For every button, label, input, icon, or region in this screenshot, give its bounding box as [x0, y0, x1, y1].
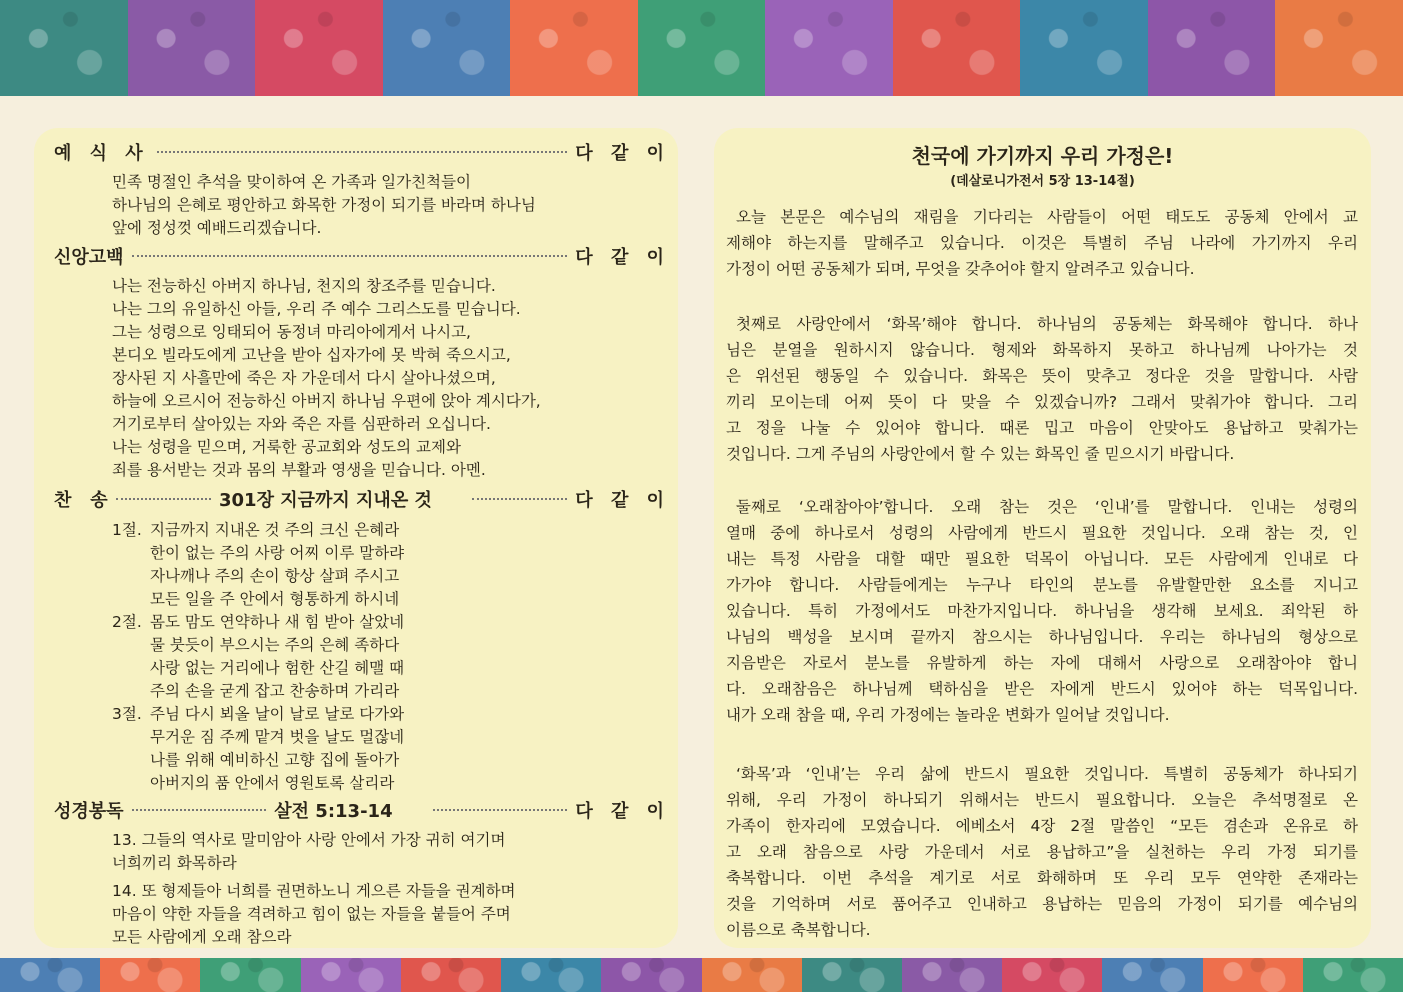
lyric-line: 지금까지 지내온 것 주의 크신 은혜라: [150, 521, 400, 539]
text-line: 마음이 약한 자들을 격려하고 힘이 없는 자들을 붙들어 주며: [112, 905, 511, 923]
text-line: ‘화목’과 ‘인내’는 우리 삶에 반드시 필요한 것입니다. 특별히 공동체가 하나되기: [736, 765, 1358, 783]
text-line: 민족 명절인 추석을 맞이하여 온 가족과 일가친척들이: [112, 173, 471, 191]
band-color-block: [255, 0, 383, 96]
text-line: 제해야 하는지를 말해주고 있습니다. 이것은 특별히 주님 나라에 가기까지 우리: [726, 234, 1358, 252]
text-line: 가가야 합니다. 사람들에게는 누구나 타인의 분노를 유발할만한 요소를 지니고: [726, 576, 1358, 594]
opening-text: [112, 171, 536, 240]
band-color-block: [501, 958, 601, 992]
text-line: 본디오 빌라도에게 고난을 받아 십자가에 못 박혀 죽으시고,: [112, 346, 511, 364]
band-color-block: [902, 958, 1002, 992]
band-color-block: [200, 958, 300, 992]
verse-number: 3절.: [112, 705, 142, 723]
text-line: 내가 오래 참을 때, 우리 가정에는 놀라운 변화가 일어날 것입니다.: [726, 706, 1170, 724]
band-color-block: [510, 0, 638, 96]
reading-reference: 살전 5:13-14: [274, 801, 393, 822]
text-line: 둘째로 ‘오래참아야’합니다. 오래 참는 것은 ‘인내’를 말합니다. 인내는 성령의: [736, 498, 1358, 516]
band-color-block: [1148, 0, 1276, 96]
verse-number: 1절.: [112, 521, 142, 539]
band-color-block: [893, 0, 1021, 96]
reading-verse-13: [112, 829, 505, 875]
band-color-block: [1275, 0, 1403, 96]
band-color-block: [1303, 958, 1403, 992]
band-color-block: [383, 0, 511, 96]
text-line: 것입니다. 그게 주님의 사랑안에서 할 수 있는 화목인 줄 믿으시기 바랍니다.: [726, 445, 1235, 463]
lyric-line: 아버지의 품 안에서 영원토록 살리라: [150, 774, 395, 792]
lyric-line: 물 붓듯이 부으시는 주의 은혜 족하다: [150, 636, 400, 654]
band-color-block: [1203, 958, 1303, 992]
section-label: 찬 송: [54, 490, 108, 511]
sermon-paragraph-2: [726, 311, 1358, 467]
hymn-lyrics: [112, 519, 404, 795]
verse-number: 2절.: [112, 613, 142, 631]
participant-label: 다 같 이: [575, 247, 670, 268]
text-line: 14. 또 형제들아 너희를 권면하노니 게으른 자들을 권계하며: [112, 882, 516, 900]
lyric-line: 나를 위해 예비하신 고향 집에 돌아가: [150, 751, 400, 769]
text-line: 다. 오래참음은 하나님께 택하심을 받은 자에게 반드시 있어야 하는 덕목입니다.: [726, 680, 1358, 698]
reading-verse-14: [112, 880, 516, 949]
lyric-line: 주의 손을 굳게 잡고 찬송하며 가리라: [150, 682, 400, 700]
band-color-block: [702, 958, 802, 992]
sermon-paragraph-4: [726, 761, 1358, 943]
text-line: 나님의 백성을 보시며 끝까지 참으시는 하나님입니다. 우리는 하나님의 형상으로: [726, 628, 1358, 646]
section-reading-header: [54, 797, 670, 823]
section-label: 신앙고백: [54, 247, 124, 268]
text-line: 지음받은 자로서 분노를 유발하게 하는 자에 대해서 사랑으로 오래참아야 합니: [726, 654, 1358, 672]
text-line: 그는 성령으로 잉태되어 동정녀 마리아에게서 나시고,: [112, 323, 471, 341]
text-line: 첫째로 사랑안에서 ‘화목’해야 합니다. 하나님의 공동체는 화목해야 합니다. 하나: [736, 315, 1358, 333]
text-line: 죄를 용서받는 것과 몸의 부활과 영생을 믿습니다. 아멘.: [112, 461, 486, 479]
text-line: 위해, 우리 가정이 하나되기 위해서는 반드시 필요합니다. 오늘은 추석명절로 온: [726, 791, 1358, 809]
section-hymn-header: [54, 486, 670, 512]
text-line: 고 오래 참음으로 사랑 가운데서 서로 용납하고”을 실천하는 우리 가정 되기를: [726, 843, 1358, 861]
band-color-block: [1020, 0, 1148, 96]
sermon-paragraph-3: [726, 494, 1358, 728]
section-opening-header: [54, 139, 670, 165]
participant-label: 다 같 이: [575, 801, 671, 822]
text-line: 열매 중에 하나로서 성령의 사람에게 반드시 필요한 것입니다. 오래 참는 것, 인: [726, 524, 1358, 542]
text-line: 13. 그들의 역사로 말미암아 사랑 안에서 가장 귀히 여기며: [112, 831, 506, 849]
text-line: 하늘에 오르시어 전능하신 아버지 하나님 우편에 앉아 계시다가,: [112, 392, 541, 410]
section-label: 성경봉독: [54, 801, 124, 822]
hymn-title: 301장 지금까지 지내온 것: [219, 490, 432, 511]
text-line: 가족이 한자리에 모였습니다. 에베소서 4장 2절 말씀인 “모든 겸손과 온유로 하: [726, 817, 1358, 835]
text-line: 하나님의 은혜로 평안하고 화목한 가정이 되기를 바라며 하나님: [112, 196, 536, 214]
text-line: 거기로부터 살아있는 자와 죽은 자를 심판하러 오십니다.: [112, 415, 491, 433]
text-line: 나는 성령을 믿으며, 거룩한 공교회와 성도의 교제와: [112, 438, 461, 456]
creed-text: [112, 275, 541, 482]
text-line: 가정이 어떤 공동체가 되며, 무엇을 갖추어야 할지 알려주고 있습니다.: [726, 260, 1195, 278]
band-color-block: [638, 0, 766, 96]
text-line: 모든 사람에게 오래 참으라: [112, 928, 292, 946]
text-line: 은 위선된 행동일 수 있습니다. 화목은 뜻이 맞추고 정다운 것을 말합니다. 사람: [726, 367, 1358, 385]
text-line: 내는 특정 사람을 대할 때만 필요한 덕목이 아닙니다. 모든 사람에게 인내로 다: [726, 550, 1358, 568]
leader-dots: [472, 498, 567, 500]
band-color-block: [765, 0, 893, 96]
leader-dots: [116, 498, 211, 500]
decorative-bottom-band: [0, 958, 1403, 992]
lyric-line: 모든 일을 주 안에서 형통하게 하시네: [150, 590, 400, 608]
text-line: 너희끼리 화목하라: [112, 854, 237, 872]
lyric-line: 몸도 맘도 연약하나 새 힘 받아 살았네: [150, 613, 405, 631]
sermon-title: 천국에 가기까지 우리 가정은!: [911, 144, 1174, 168]
band-color-block: [802, 958, 902, 992]
participant-label: 다 같 이: [575, 490, 670, 511]
text-line: 끼리 모이는데 어찌 뜻이 다 맞을 수 있겠습니까? 그래서 맞춰가야 합니다. 그리: [726, 393, 1358, 411]
text-line: 축복합니다. 이번 추석을 계기로 서로 화해하며 또 우리 모두 연약한 존재라는: [726, 869, 1358, 887]
text-line: 있습니다. 특히 가정에서도 마찬가지입니다. 하나님을 생각해 보세요. 죄악된 하: [726, 602, 1358, 620]
participant-label: 다 같 이: [575, 143, 670, 164]
text-line: 나는 그의 유일하신 아들, 우리 주 예수 그리스도를 믿습니다.: [112, 300, 521, 318]
section-label: 예 식 사: [54, 143, 149, 164]
lyric-line: 사랑 없는 거리에나 험한 산길 헤맬 때: [150, 659, 405, 677]
lyric-line: 자나깨나 주의 손이 항상 살펴 주시고: [150, 567, 400, 585]
text-line: 장사된 지 사흘만에 죽은 자 가운데서 다시 살아나셨으며,: [112, 369, 496, 387]
section-creed-header: [54, 243, 670, 269]
text-line: 이름으로 축복합니다.: [726, 921, 871, 939]
sermon-paragraph-1: [726, 204, 1358, 282]
text-line: 고 정을 나눌 수 있어야 합니다. 때론 밉고 마음이 안맞아도 용납하고 맞춰가는: [726, 419, 1358, 437]
band-color-block: [301, 958, 401, 992]
band-color-block: [100, 958, 200, 992]
band-color-block: [401, 958, 501, 992]
leader-dots: [132, 255, 568, 257]
text-line: 나는 전능하신 아버지 하나님, 천지의 창조주를 믿습니다.: [112, 277, 496, 295]
lyric-line: 한이 없는 주의 사랑 어찌 이루 말하랴: [150, 544, 405, 562]
band-color-block: [128, 0, 256, 96]
band-color-block: [0, 0, 128, 96]
band-color-block: [0, 958, 100, 992]
lyric-line: 주님 다시 뵈올 날이 날로 날로 다가와: [150, 705, 405, 723]
decorative-top-band: [0, 0, 1403, 96]
sermon-scripture-reference: (데살로니가전서 5장 13-14절): [950, 174, 1135, 189]
leader-dots: [433, 809, 568, 811]
band-color-block: [601, 958, 701, 992]
text-line: 님은 분열을 원하시지 않습니다. 형제와 화목하지 못하고 하나님께 나아가는 것: [726, 341, 1358, 359]
lyric-line: 무거운 짐 주께 맡겨 벗을 날도 멀잖네: [150, 728, 405, 746]
leader-dots: [132, 809, 267, 811]
text-line: 오늘 본문은 예수님의 재림을 기다리는 사람들이 어떤 태도도 공동체 안에서 교: [736, 208, 1358, 226]
text-line: 것을 기억하며 서로 품어주고 인내하고 용납하는 믿음의 가정이 되기를 예수님의: [726, 895, 1358, 913]
band-color-block: [1102, 958, 1202, 992]
band-color-block: [1002, 958, 1102, 992]
text-line: 앞에 정성껏 예배드리겠습니다.: [112, 219, 322, 237]
leader-dots: [157, 151, 568, 153]
